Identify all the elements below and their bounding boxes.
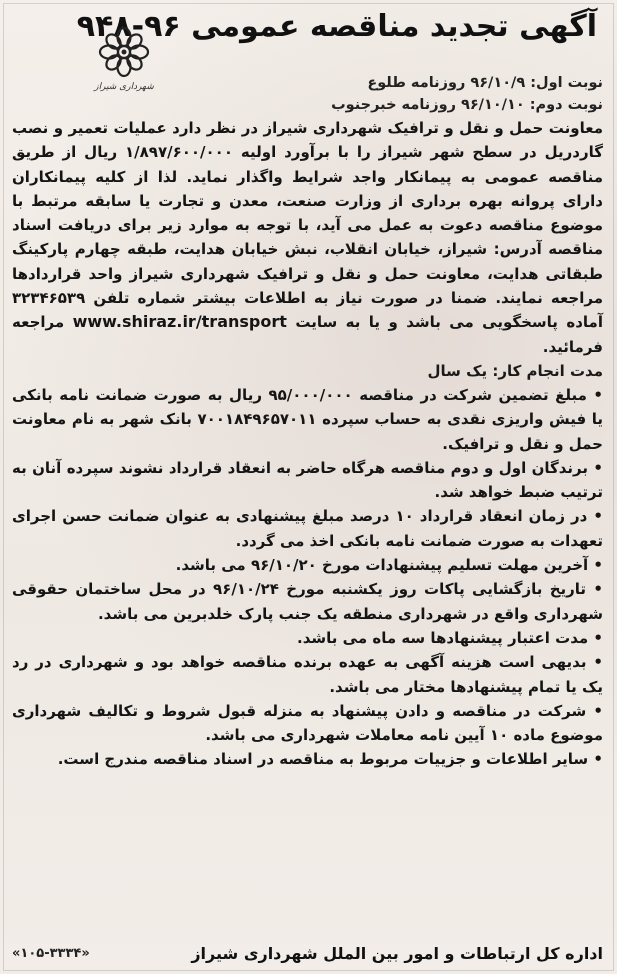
conditions-list xyxy=(12,383,603,772)
notice-body xyxy=(12,116,603,359)
notice-footer xyxy=(12,940,603,966)
notice-code: «۱۰۵-۳۳۳۴» xyxy=(12,945,90,961)
publication-second: نوبت دوم: ۹۶/۱۰/۱۰ روزنامه خبرجنوب xyxy=(331,97,603,113)
condition-item: • مبلغ تضمین شرکت در مناقصه ۹۵/۰۰۰/۰۰۰ ریال به صورت ضمانت نامه بانکی یا فیش واریزی نقدی به حساب سپرده ۷۰۰۱۸۴۹۶۵۷۰۱۱ بانک شهر به نام معاونت حمل و نقل و ترافیک. xyxy=(12,385,604,453)
condition-item: • مدت اعتبار پیشنهادها سه ماه می باشد. xyxy=(297,628,603,647)
condition-item: • سایر اطلاعات و جزییات مربوط به مناقصه در اسناد مناقصه مندرج است. xyxy=(57,750,603,769)
condition-item: • تاریخ بازگشایی پاکات روز یکشنبه مورخ ۹۶/۱۰/۲۴ در محل ساختمان حقوقی شهرداری واقع در شهرداری منطقه یک جنب پارک خلدبرین می باشد. xyxy=(12,580,603,623)
notice-title: آگهی تجدید مناقصه عمومی ۹۶-۹۴۸ xyxy=(76,9,597,44)
condition-item: • در زمان انعقاد قرارداد ۱۰ درصد مبلغ پیشنهادی به عنوان ضمانت حسن اجرای تعهدات به صورت ضمانت نامه بانکی اخذ می گردد. xyxy=(12,507,603,550)
work-duration: مدت انجام کار: یک سال xyxy=(427,361,603,380)
condition-item: • شرکت در مناقصه و دادن پیشنهاد به منزله قبول شروط و تکالیف شهرداری موضوع ماده ۱۰ آیین نامه معاملات شهرداری می باشد. xyxy=(12,701,603,745)
publication-first: نوبت اول: ۹۶/۱۰/۹ روزنامه طلوع xyxy=(367,75,603,91)
municipality-flower-logo-icon xyxy=(84,26,164,92)
condition-item: • بدیهی است هزینه آگهی به عهده برنده مناقصه خواهد بود و شهرداری در رد یک یا تمام پیشنهادها مختار می باشد. xyxy=(12,653,603,696)
flower-logo-graphic xyxy=(84,26,164,82)
notice-content xyxy=(12,72,603,772)
issuing-organization: اداره کل ارتباطات و امور بین الملل شهرداری شیراز xyxy=(191,943,603,963)
condition-item: • آخرین مهلت تسلیم پیشنهادات مورخ ۹۶/۱۰/۲۰ می باشد. xyxy=(175,556,603,575)
logo-caption: شهرداری شیراز xyxy=(94,82,154,92)
website-link[interactable]: www.shiraz.ir/transport xyxy=(72,312,287,332)
body-part-2: مراجعه فرمائید. xyxy=(12,313,603,356)
condition-item: • برندگان اول و دوم مناقصه هرگاه حاضر به انعقاد قرارداد نشوند سپرده آنان به ترتیب ضبط خواهد شد. xyxy=(12,458,603,502)
body-part-1: معاونت حمل و نقل و ترافیک شهرداری شیراز در نظر دارد عملیات تعمیر و نصب گاردریل در سطح شهر شیراز را با برآورد اولیه ۱/۸۹۷/۶۰۰/۰۰۰ ریال از طریق مناقصه عمومی به پیمانکار واجد شرایط واگذار نماید. لذا از کلیه پیمانکاران دارای پروانه بهره برداری از وزارت صنعت، معدن و تجارت یا سابقه مرتبط با موضوع مناقصه دعوت به عمل می آید، با توجه به موارد زیر برای دریافت اسناد مناقصه آدرس: شیراز، خیابان انقلاب، نبش خیابان هدایت، طبقه چهارم پارکینگ طبقاتی هدایت، معاونت حمل و نقل و ترافیک شهرداری شیراز واحد قراردادها مراجعه نمایند. ضمنا در صورت نیاز به اطلاعات بیشتر شماره تلفن ۳۲۳۴۶۵۳۹ آماده پاسخگویی می باشد و یا به سایت xyxy=(12,119,603,332)
